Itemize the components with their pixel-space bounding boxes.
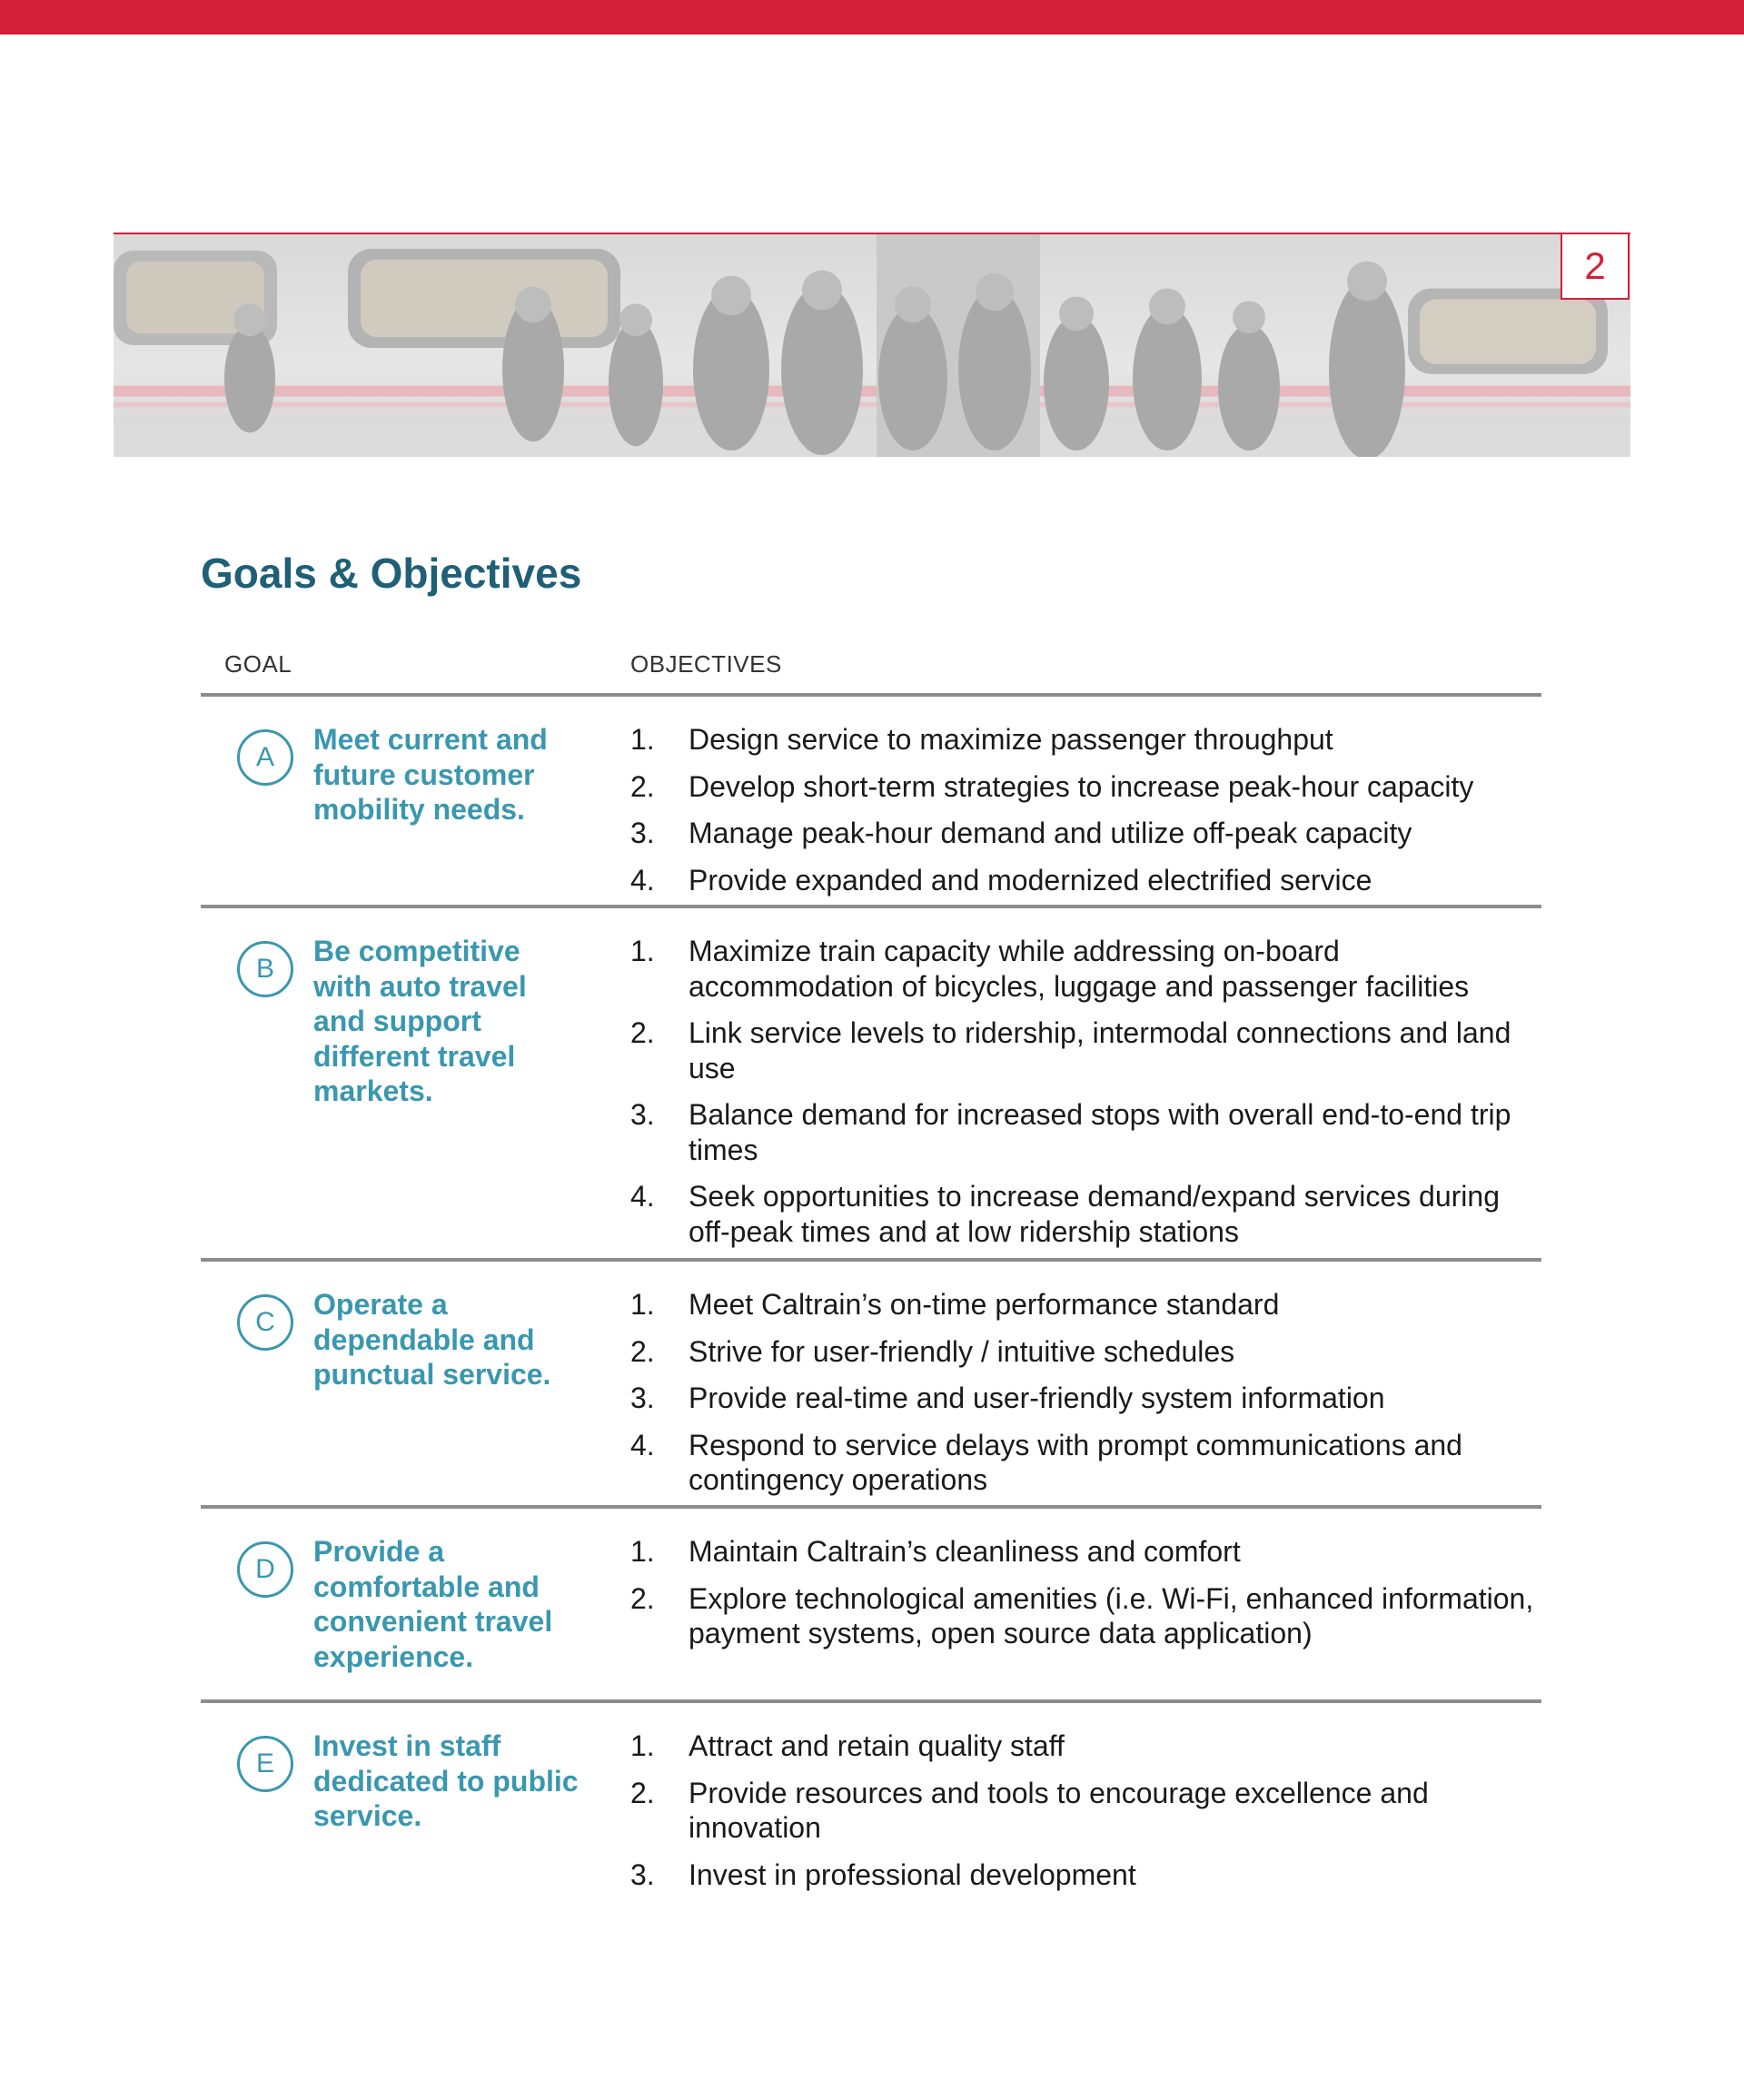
- objectives-list: [630, 1534, 1539, 1663]
- objective-item: 4. Respond to service delays with prompt communications and contingency operations: [630, 1428, 1462, 1496]
- objective-item: 1. Design service to maximize passenger throughput: [630, 723, 1333, 756]
- goal-text: Be competitive with auto travel and support different travel markets.: [313, 935, 527, 1107]
- objective-item: 3. Balance demand for increased stops with overall end-to-end trip times: [630, 1098, 1511, 1166]
- objective-item: 3. Invest in professional development: [630, 1857, 1136, 1891]
- train-platform-illustration: [114, 234, 1630, 457]
- goals-table: [201, 693, 1541, 1899]
- goal-row-e: [201, 1699, 1541, 1899]
- objective-item: 2. Link service levels to ridership, intermodal connections and land use: [630, 1016, 1511, 1085]
- page-number-badge: 2: [1561, 233, 1630, 300]
- page-title: Goals & Objectives: [201, 550, 582, 597]
- goal-row-c: [201, 1258, 1541, 1505]
- objective-item: 3. Manage peak-hour demand and utilize off-peak capacity: [630, 817, 1412, 849]
- goal-column-header: GOAL: [224, 650, 292, 678]
- objectives-list: [630, 1287, 1539, 1510]
- objective-item: 1. Attract and retain quality staff: [630, 1729, 1065, 1762]
- banner-photo: [114, 233, 1630, 457]
- objectives-column-header: OBJECTIVES: [630, 650, 782, 678]
- objectives-list: [630, 722, 1539, 909]
- goal-text: Operate a dependable and punctual service.: [313, 1288, 551, 1391]
- goal-letter-badge: B: [237, 941, 293, 997]
- objectives-list: [630, 1729, 1539, 1904]
- goal-letter-badge: A: [237, 729, 293, 786]
- goal-text: Invest in staff dedicated to public service.: [313, 1729, 579, 1832]
- goal-letter-badge: C: [237, 1294, 293, 1351]
- objective-item: 1. Maintain Caltrain’s cleanliness and comfort: [630, 1535, 1241, 1568]
- objective-item: 2. Develop short-term strategies to increase peak-hour capacity: [630, 769, 1474, 803]
- top-accent-bar: [0, 0, 1744, 35]
- goal-row-b: [201, 905, 1541, 1258]
- objective-item: 1. Meet Caltrain’s on-time performance standard: [630, 1288, 1280, 1321]
- objective-item: 3. Provide real-time and user-friendly system information: [630, 1382, 1385, 1414]
- objective-item: 2. Provide resources and tools to encourage excellence and innovation: [630, 1776, 1429, 1844]
- goal-letter-badge: E: [237, 1736, 293, 1792]
- objective-item: 4. Provide expanded and modernized electrified service: [630, 863, 1372, 896]
- objective-item: 1. Maximize train capacity while addressing on-board accommodation of bicycles, luggage and passenger facilities: [630, 935, 1470, 1003]
- goal-text: Meet current and future customer mobility needs.: [313, 723, 548, 826]
- goal-row-a: [201, 693, 1541, 905]
- goal-text: Provide a comfortable and convenient travel experience.: [313, 1535, 553, 1673]
- objectives-list: [630, 934, 1539, 1261]
- goal-letter-badge: D: [237, 1541, 293, 1598]
- objective-item: 2. Explore technological amenities (i.e. Wi-Fi, enhanced information, payment systems, open source data application): [630, 1581, 1534, 1649]
- objective-item: 2. Strive for user-friendly / intuitive schedules: [630, 1334, 1235, 1368]
- goal-row-d: [201, 1505, 1541, 1699]
- objective-item: 4. Seek opportunities to increase demand/expand services during off-peak times and at low ridership stations: [630, 1180, 1500, 1248]
